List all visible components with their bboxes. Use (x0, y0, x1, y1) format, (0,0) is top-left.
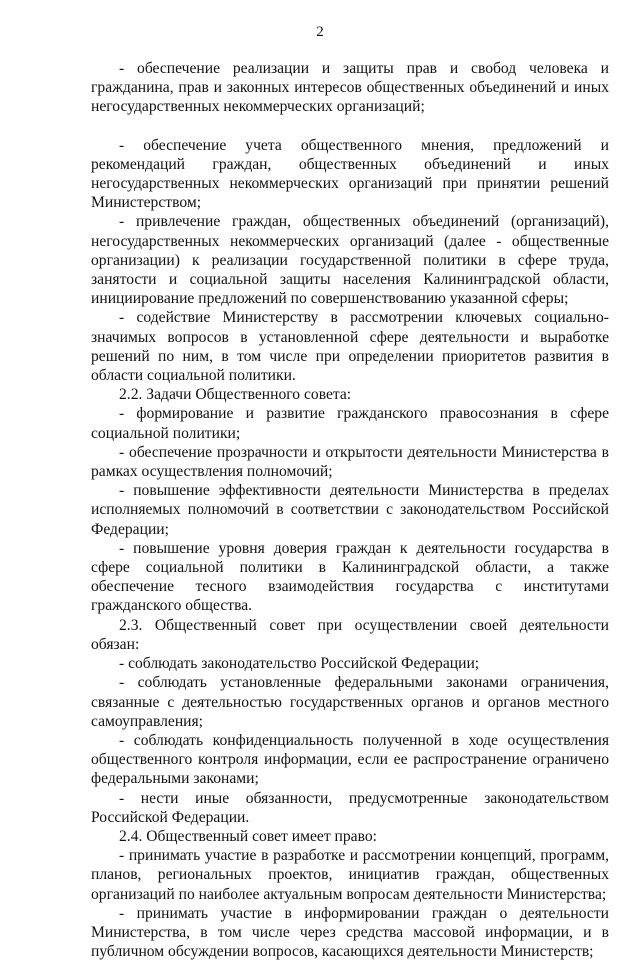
paragraph: - соблюдать законодательство Российской Федерации; (119, 655, 480, 673)
paragraph: - обеспечение учета общественного мнения, предложений и рекомендаций граждан, общественных объединений и иных негосударственных некоммерческих организаций при принятии решений Министерством; (91, 136, 609, 212)
paragraph: - принимать участие в разработке и рассмотрении концепций, программ, планов, региональных проектов, инициатив граждан, общественных организаций по наиболее актуальным вопросам деятельности Министерства; (91, 847, 609, 903)
paragraph: - повышение эффективности деятельности Министерства в пределах исполняемых полномочий в соответствии с законодательством Российской Федерации; (91, 482, 609, 538)
document-body (91, 59, 609, 961)
paragraph: - обеспечение реализации и защиты прав и свобод человека и гражданина, прав и законных интересов общественных объединений и иных негосударственных некоммерческих организаций; (91, 60, 609, 116)
section-heading: 2.2. Задачи Общественного совета: (119, 386, 352, 404)
paragraph: - привлечение граждан, общественных объединений (организаций), негосударственных некоммерческих организаций (далее - общественные организации) к реализации государственной политики в сфере труда, занятости и социальной защиты населения Калининградской области, инициирование предложений по совершенствованию указанной сферы; (91, 213, 609, 308)
page-number: 2 (316, 24, 324, 40)
paragraph: - содействие Министерству в рассмотрении ключевых социально-значимых вопросов в установленной сфере деятельности и выработке решений по ним, в том числе при определении приоритетов развития в области социальной политики. (91, 309, 609, 385)
paragraph: - принимать участие в информировании граждан о деятельности Министерства, в том числе через средства массовой информации, и в публичном обсуждении вопросов, касающихся деятельности Министерств; (91, 904, 609, 961)
paragraph: - повышение уровня доверия граждан к деятельности государства в сфере социальной политики в Калининградской области, а также обеспечение тесного взаимодействия государства с институтами гражданского общества. (91, 539, 609, 615)
paragraph: - нести иные обязанности, предусмотренные законодательством Российской Федерации. (91, 789, 609, 826)
section-heading: 2.4. Общественный совет имеет право: (119, 827, 377, 845)
section-heading: 2.3. Общественный совет при осуществлении своей деятельности обязан: (91, 616, 609, 653)
paragraph: - соблюдать установленные федеральными законами ограничения, связанные с деятельностью государственных органов и органов местного самоуправления; (91, 674, 609, 730)
paragraph: - формирование и развитие гражданского правосознания в сфере социальной политики; (91, 405, 609, 442)
paragraph: - соблюдать конфиденциальность полученной в ходе осуществления общественного контроля информации, если ее распространение ограничено федеральными законами; (91, 731, 609, 788)
paragraph: - обеспечение прозрачности и открытости деятельности Министерства в рамках осуществления полномочий; (91, 443, 609, 481)
